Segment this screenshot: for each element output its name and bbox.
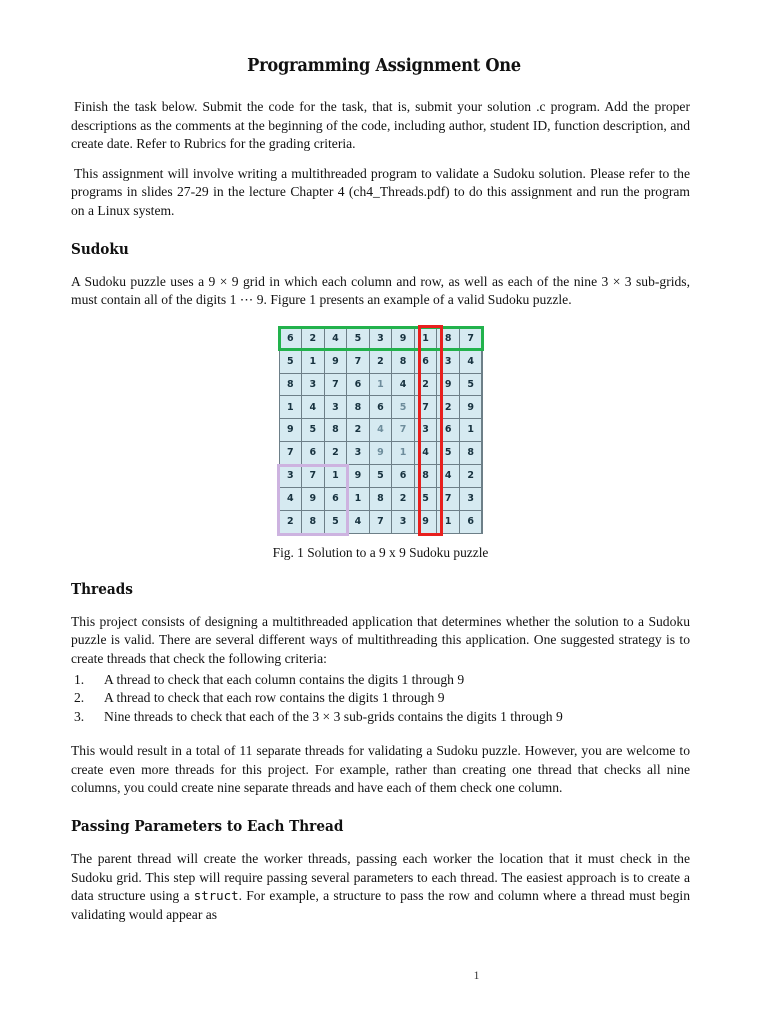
criteria-list-item (71, 671, 690, 689)
criteria-number: 2. (74, 690, 85, 706)
sudoku-cell: 8 (437, 328, 459, 350)
sudoku-cell: 1 (392, 442, 414, 464)
sudoku-cell: 4 (392, 374, 414, 396)
sudoku-cell: 8 (460, 442, 482, 464)
criteria-text: A thread to check that each row contains the digits 1 through 9 (104, 690, 445, 706)
sudoku-cell: 4 (325, 328, 347, 350)
sudoku-cell: 7 (460, 328, 482, 350)
sudoku-cell: 4 (370, 419, 392, 441)
sudoku-cell: 6 (280, 328, 302, 350)
sudoku-cell: 2 (302, 328, 324, 350)
sudoku-cell: 2 (415, 374, 437, 396)
sudoku-cell: 1 (460, 419, 482, 441)
sudoku-cell: 7 (370, 511, 392, 533)
criteria-text: Nine threads to check that each of the 3 × 3 sub-grids contains the digits 1 through 9 (104, 709, 563, 725)
page-title: Programming Assignment One (247, 56, 521, 76)
sudoku-paragraph: A Sudoku puzzle uses a 9 × 9 grid in which each column and row, as well as each of the nine 3 × 3 sub-grids, must contain all of the digits 1 ⋯ 9. Figure 1 presents an example of a valid Sudoku puzzle. (71, 273, 690, 308)
sudoku-cell: 8 (415, 465, 437, 487)
sudoku-cell: 4 (302, 396, 324, 418)
sudoku-cell: 7 (325, 374, 347, 396)
sudoku-cell: 6 (325, 488, 347, 510)
sudoku-cell: 8 (325, 419, 347, 441)
sudoku-cell: 2 (347, 419, 369, 441)
sudoku-cell: 9 (437, 374, 459, 396)
sudoku-cell: 5 (347, 328, 369, 350)
sudoku-cell: 7 (437, 488, 459, 510)
sudoku-cell: 6 (347, 374, 369, 396)
sudoku-cell: 9 (370, 442, 392, 464)
heading-passing-parameters: Passing Parameters to Each Thread (71, 818, 344, 836)
sudoku-cell: 3 (302, 374, 324, 396)
sudoku-cell: 9 (415, 511, 437, 533)
sudoku-cell: 4 (280, 488, 302, 510)
criteria-number: 3. (74, 709, 85, 725)
sudoku-cell: 2 (325, 442, 347, 464)
parameters-text-before: The parent thread will create the worker threads, passing each worker the location that it must check in the Sudoku grid. This step will require passing several parameters to each thread. The easiest approach is to create a data structure using a (71, 851, 690, 904)
sudoku-cell: 6 (460, 511, 482, 533)
sudoku-cell: 8 (280, 374, 302, 396)
sudoku-cell: 1 (347, 488, 369, 510)
heading-threads: Threads (71, 580, 133, 598)
sudoku-cell: 3 (325, 396, 347, 418)
sudoku-cell: 1 (302, 351, 324, 373)
sudoku-cell: 8 (392, 351, 414, 373)
sudoku-cell: 8 (370, 488, 392, 510)
sudoku-cell: 5 (415, 488, 437, 510)
criteria-number: 1. (74, 671, 85, 687)
sudoku-cell: 5 (437, 442, 459, 464)
criteria-list (71, 671, 690, 727)
sudoku-cell: 7 (415, 396, 437, 418)
heading-sudoku: Sudoku (71, 240, 129, 258)
sudoku-cell: 4 (347, 511, 369, 533)
sudoku-cell: 1 (370, 374, 392, 396)
intro-paragraph-1: Finish the task below. Submit the code for the task, that is, submit your solution .c program. Add the proper descriptions as the comments at the beginning of the code, including author, student ID, function description, and create date. Refer to Rubrics for the grading criteria. (71, 99, 690, 152)
sudoku-cell: 6 (437, 419, 459, 441)
sudoku-cell: 5 (392, 396, 414, 418)
sudoku-cell: 1 (437, 511, 459, 533)
figure-caption: Fig. 1 Solution to a 9 x 9 Sudoku puzzle (272, 544, 489, 560)
sudoku-cell: 3 (347, 442, 369, 464)
parameters-paragraph (71, 850, 690, 924)
sudoku-cell: 6 (302, 442, 324, 464)
sudoku-cell: 7 (280, 442, 302, 464)
sudoku-cell: 3 (415, 419, 437, 441)
sudoku-cell: 1 (415, 328, 437, 350)
sudoku-cell: 4 (415, 442, 437, 464)
sudoku-cell: 1 (280, 396, 302, 418)
sudoku-cell: 2 (392, 488, 414, 510)
document-body (71, 98, 690, 926)
sudoku-cell: 1 (325, 465, 347, 487)
sudoku-cell: 9 (302, 488, 324, 510)
sudoku-cell: 6 (415, 351, 437, 373)
spacer (71, 156, 690, 165)
sudoku-cell: 9 (280, 419, 302, 441)
sudoku-cell: 3 (370, 328, 392, 350)
sudoku-cell: 9 (460, 396, 482, 418)
sudoku-cell: 3 (460, 488, 482, 510)
sudoku-cell: 8 (302, 511, 324, 533)
page-number: 1 (473, 970, 480, 982)
intro-paragraph-2: This assignment will involve writing a multithreaded program to validate a Sudoku solution. Please refer to the programs in slides 27-29 in the lecture Chapter 4 (ch4_Threads.pdf) to do this assignment and run the program on a Linux system. (71, 165, 690, 218)
sudoku-cell: 4 (460, 351, 482, 373)
sudoku-cell: 6 (392, 465, 414, 487)
code-struct: struct (193, 888, 239, 904)
sudoku-cell: 7 (347, 351, 369, 373)
threads-closing-paragraph: This would result in a total of 11 separate threads for validating a Sudoku puzzle. However, you are welcome to create even more threads for this project. For example, rather than creating one thread that checks all nine columns, you could create nine separate threads and have each of them check one column. (71, 743, 690, 796)
sudoku-cell: 8 (347, 396, 369, 418)
sudoku-cell: 5 (460, 374, 482, 396)
sudoku-cell: 2 (370, 351, 392, 373)
parameters-text-after: . For example, a structure to pass the row and column where a thread must begin validating would appear as (71, 888, 690, 922)
sudoku-cell: 6 (370, 396, 392, 418)
sudoku-cell: 5 (302, 419, 324, 441)
sudoku-cell: 3 (392, 511, 414, 533)
sudoku-cell: 9 (392, 328, 414, 350)
sudoku-cell: 5 (325, 511, 347, 533)
sudoku-cell: 2 (460, 465, 482, 487)
sudoku-cell: 7 (302, 465, 324, 487)
sudoku-grid (279, 327, 483, 534)
sudoku-grid-figure (279, 327, 483, 534)
sudoku-cell: 2 (280, 511, 302, 533)
sudoku-cell: 4 (437, 465, 459, 487)
sudoku-cell: 3 (437, 351, 459, 373)
spacer (71, 727, 690, 742)
sudoku-cell: 5 (280, 351, 302, 373)
sudoku-cell: 5 (370, 465, 392, 487)
figure-1 (71, 327, 690, 534)
sudoku-cell: 9 (325, 351, 347, 373)
criteria-text: A thread to check that each column contains the digits 1 through 9 (104, 671, 465, 687)
criteria-list-item (71, 708, 690, 726)
sudoku-cell: 9 (347, 465, 369, 487)
sudoku-cell: 2 (437, 396, 459, 418)
threads-paragraph: This project consists of designing a multithreaded application that determines whether the solution to a Sudoku puzzle is valid. There are several different ways of multithreading this application. One suggested strategy is to create threads that check the following criteria: (71, 613, 690, 666)
sudoku-cell: 7 (392, 419, 414, 441)
sudoku-cell: 3 (280, 465, 302, 487)
criteria-list-item (71, 689, 690, 707)
